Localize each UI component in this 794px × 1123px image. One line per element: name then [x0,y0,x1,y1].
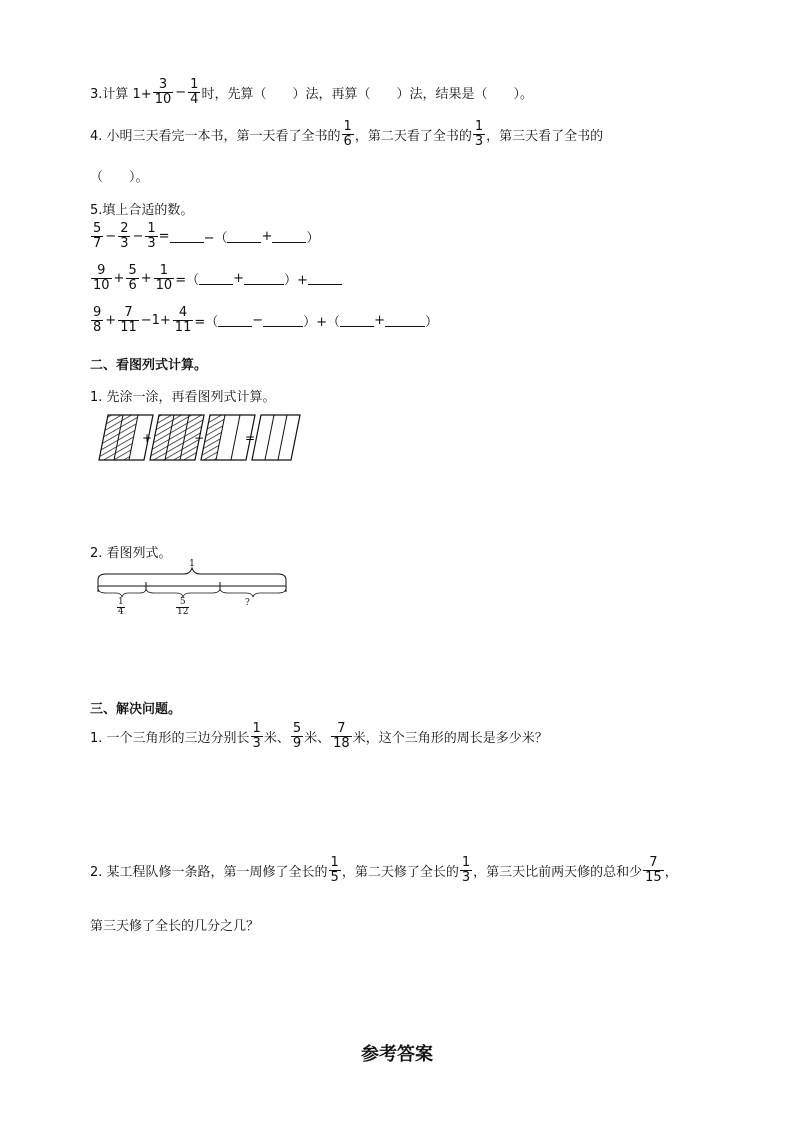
seg-fraction-1: 1 4 [118,597,124,618]
answer-blank[interactable] [385,314,425,327]
section-2-q1: 1. 先涂一涂，再看图列式计算。 [90,390,276,405]
question-5-title: 5.填上合适的数。 [90,203,194,218]
seg-fraction-2: 5 12 [177,597,189,618]
answer-blank[interactable] [170,230,204,243]
answer-blank[interactable] [199,272,233,285]
answer-blank[interactable] [244,272,284,285]
answer-blank[interactable] [218,314,252,327]
q5-row-3: $\frac{9}{8}$ + $\frac{7}{11}$ −1+ $\frac{4}{11}$ =（ − ）+（ + ） [93,305,438,335]
answer-blank[interactable] [272,230,306,243]
shading-diagram [96,412,306,464]
operator-equals: = [245,431,256,445]
q3-suffix: 时，先算（ ）法，再算（ ）法，结果是（ ）。 [201,86,533,102]
operator-minus: − [194,431,205,445]
segment-diagram [96,559,296,606]
section-3-title: 三、解决问题。 [90,702,182,717]
q5-row-2: $\frac{9}{10}$ + $\frac{5}{6}$ + $\frac{1}{10}$ =（ + ）+ [90,264,342,292]
parallelogram-4[interactable] [252,415,300,460]
answer-blank[interactable] [340,314,374,327]
section-3-q2-line2: 第三天修了全长的几分之几？ [90,919,260,934]
answer-title: 参考答案 [361,1044,433,1065]
q5-row-1: $\frac{5}{7}$ − $\frac{2}{3}$ − $\frac{1}{3}$ = −（ + ） [93,221,320,251]
section-2-title: 二、看图列式计算。 [90,358,208,373]
section-2-q2: 2. 看图列式。 [90,546,172,561]
section-3-q1: 1. 一个三角形的三边分别长 $\frac{1}{3}$ 米、 $\frac{5}{9}$ 米、 $\frac{7}{18}$ 米，这个三角形的周长是多少米？ [90,721,548,751]
fraction: $\frac{1}{3}$ [474,119,484,149]
question-3: 3.计算 1+ $\frac{3}{10}$ − $\frac{1}{4}$ 时，先算（ ）法，再算（ ）法，结果是（ ）。 [90,77,533,107]
fraction: $\frac{3}{10}$ [154,77,172,107]
section-3-q2: 2. 某工程队修一条路，第一周修了全长的 $\frac{1}{5}$ ，第二天修了全长的 $\frac{1}{3}$ ，第三天比前两天修的总和少 $\frac{7}{15}$ ， [90,855,678,885]
fraction: $\frac{1}{4}$ [190,77,199,107]
seg-unknown: ? [245,598,250,608]
question-4-line2: （ ）。 [90,170,149,185]
question-4: 4. 小明三天看完一本书，第一天看了全书的 $\frac{1}{6}$ ，第二天看了全书的 $\frac{1}{3}$ ，第三天看了全书的 [90,119,604,149]
operator-plus: + [142,431,153,445]
answer-blank[interactable] [308,272,342,285]
fraction: $\frac{1}{6}$ [343,119,352,149]
answer-blank[interactable] [227,230,261,243]
q3-prefix: 3.计算 1+ [90,86,152,102]
answer-blank[interactable] [263,314,303,327]
total-label: 1 [189,559,195,569]
